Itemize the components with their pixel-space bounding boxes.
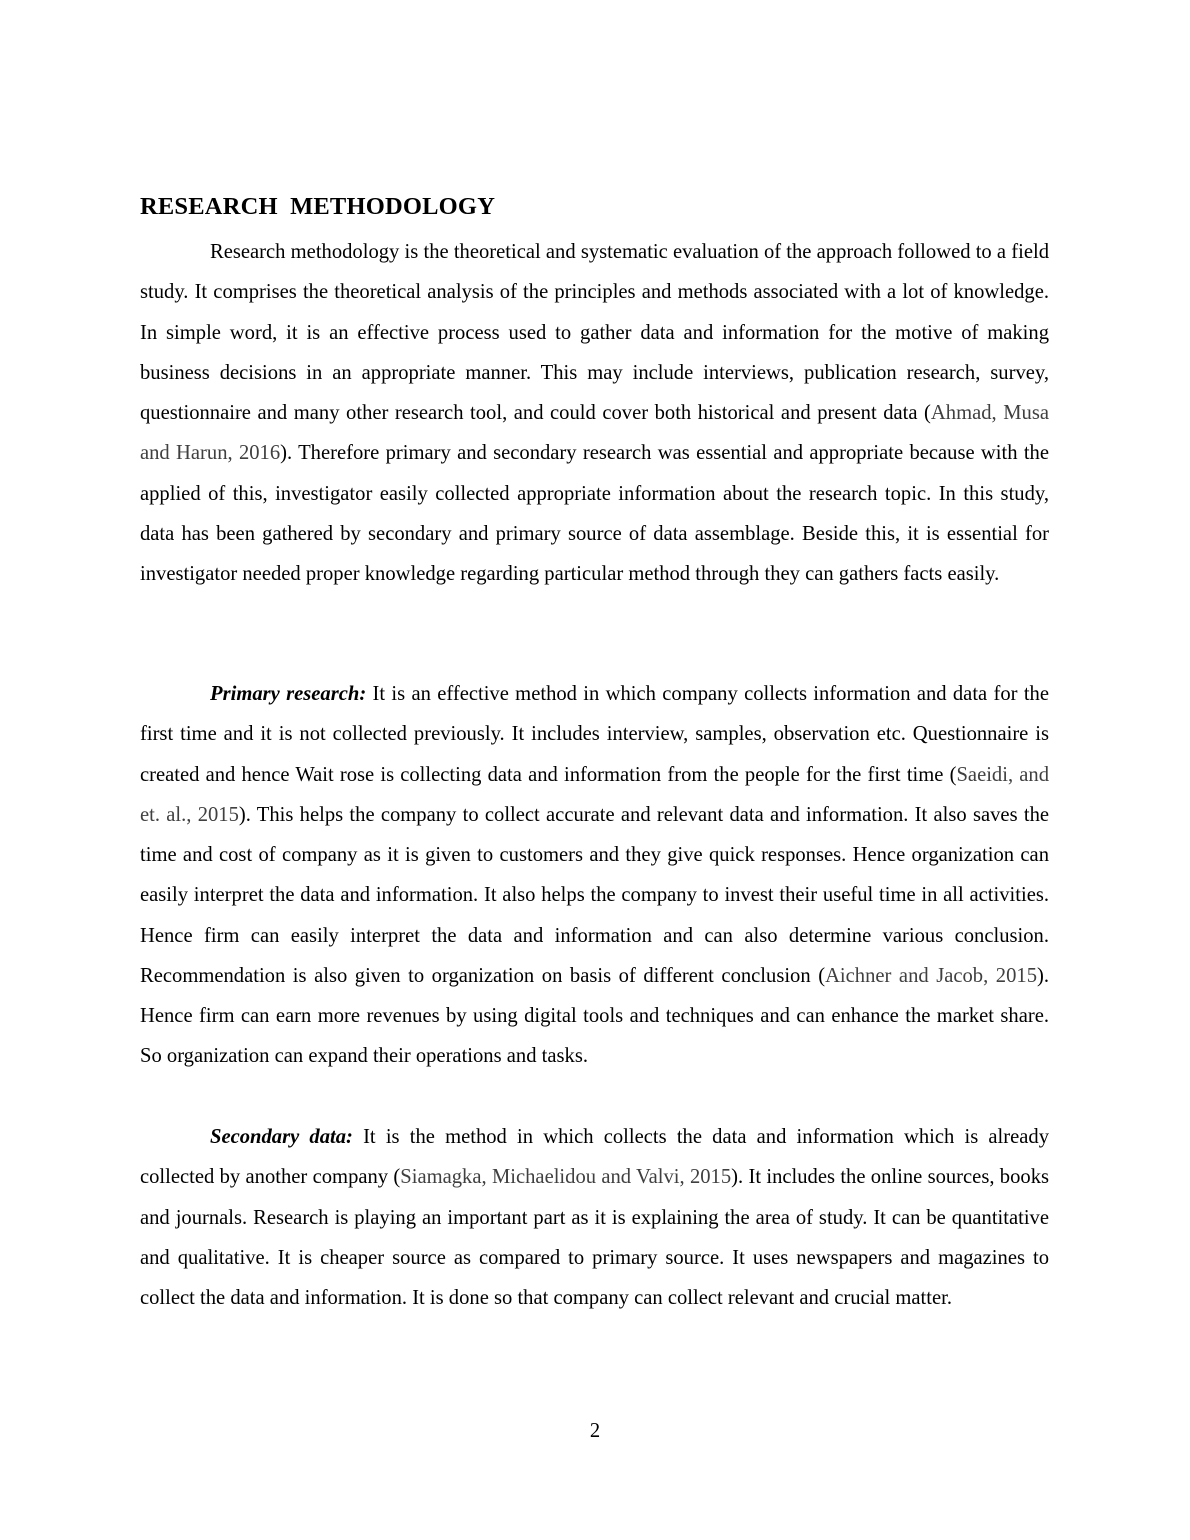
paragraph-secondary-data (140, 1117, 1049, 1318)
paragraph-text: ). Therefore primary and secondary research was essential and appropriate because with the applied of this, investigator easily collected appropriate information about the research topic. In this study, data has been gathered by secondary and primary source of data assemblage. Beside this, it is essential for investigator needed proper knowledge regarding particular method through they can gathers facts easily. (140, 442, 1049, 585)
paragraph-text: ). Hence firm can earn more revenues by using digital tools and techniques and can enhance the market share. So organization can expand their operations and tasks. (140, 964, 1050, 1068)
page-number: 2 (589, 1420, 601, 1442)
section-heading: RESEARCH METHODOLOGY (140, 193, 496, 220)
paragraph-text: Research methodology is the theoretical and systematic evaluation of the approach followed to a field study. It comprises the theoretical analysis of the principles and methods associated with a lot of knowledge. In simple word, it is an effective process used to gather data and information for the motive of making business decisions in an appropriate manner. This may include interviews, publication research, survey, questionnaire and many other research tool, and could cover both historical and present data ( (140, 241, 1049, 424)
citation: Aichner and Jacob, 2015 (825, 964, 1037, 987)
paragraph-text: It is the method in which collects the data and information which is already collected by another company ( (140, 1126, 1049, 1189)
citation: Saeidi, and et. al., 2015 (140, 763, 1049, 826)
paragraph-lead-term: Secondary data: (210, 1126, 353, 1148)
paragraph-primary-research (140, 674, 1049, 1077)
paragraph-text: ). This helps the company to collect accurate and relevant data and information. It also saves the time and cost of company as it is given to customers and they give quick responses. Hence organization can easily interpret the data and information. It also helps the company to invest their useful time in all activities. Hence firm can easily interpret the data and information and can also determine various conclusion. Recommendation is also given to organization on basis of different conclusion ( (140, 803, 1050, 987)
paragraph-text: It is an effective method in which company collects information and data for the first time and it is not collected previously. It includes interview, samples, observation etc. Questionnaire is created and hence Wait rose is collecting data and information from the people for the first time ( (140, 683, 1049, 786)
citation: Siamagka, Michaelidou and Valvi, 2015 (400, 1166, 732, 1189)
citation: Ahmad, Musa and Harun, 2016 (140, 402, 1049, 465)
paragraph-lead-term: Primary research: (210, 683, 367, 705)
paragraph-text: ). It includes the online sources, books and journals. Research is playing an important part as it is explaining the area of study. It can be quantitative and qualitative. It is cheaper source as compared to primary source. It uses newspapers and magazines to collect the data and information. It is done so that company can collect relevant and crucial matter. (140, 1166, 1050, 1309)
paragraph-research-methodology (140, 232, 1049, 594)
